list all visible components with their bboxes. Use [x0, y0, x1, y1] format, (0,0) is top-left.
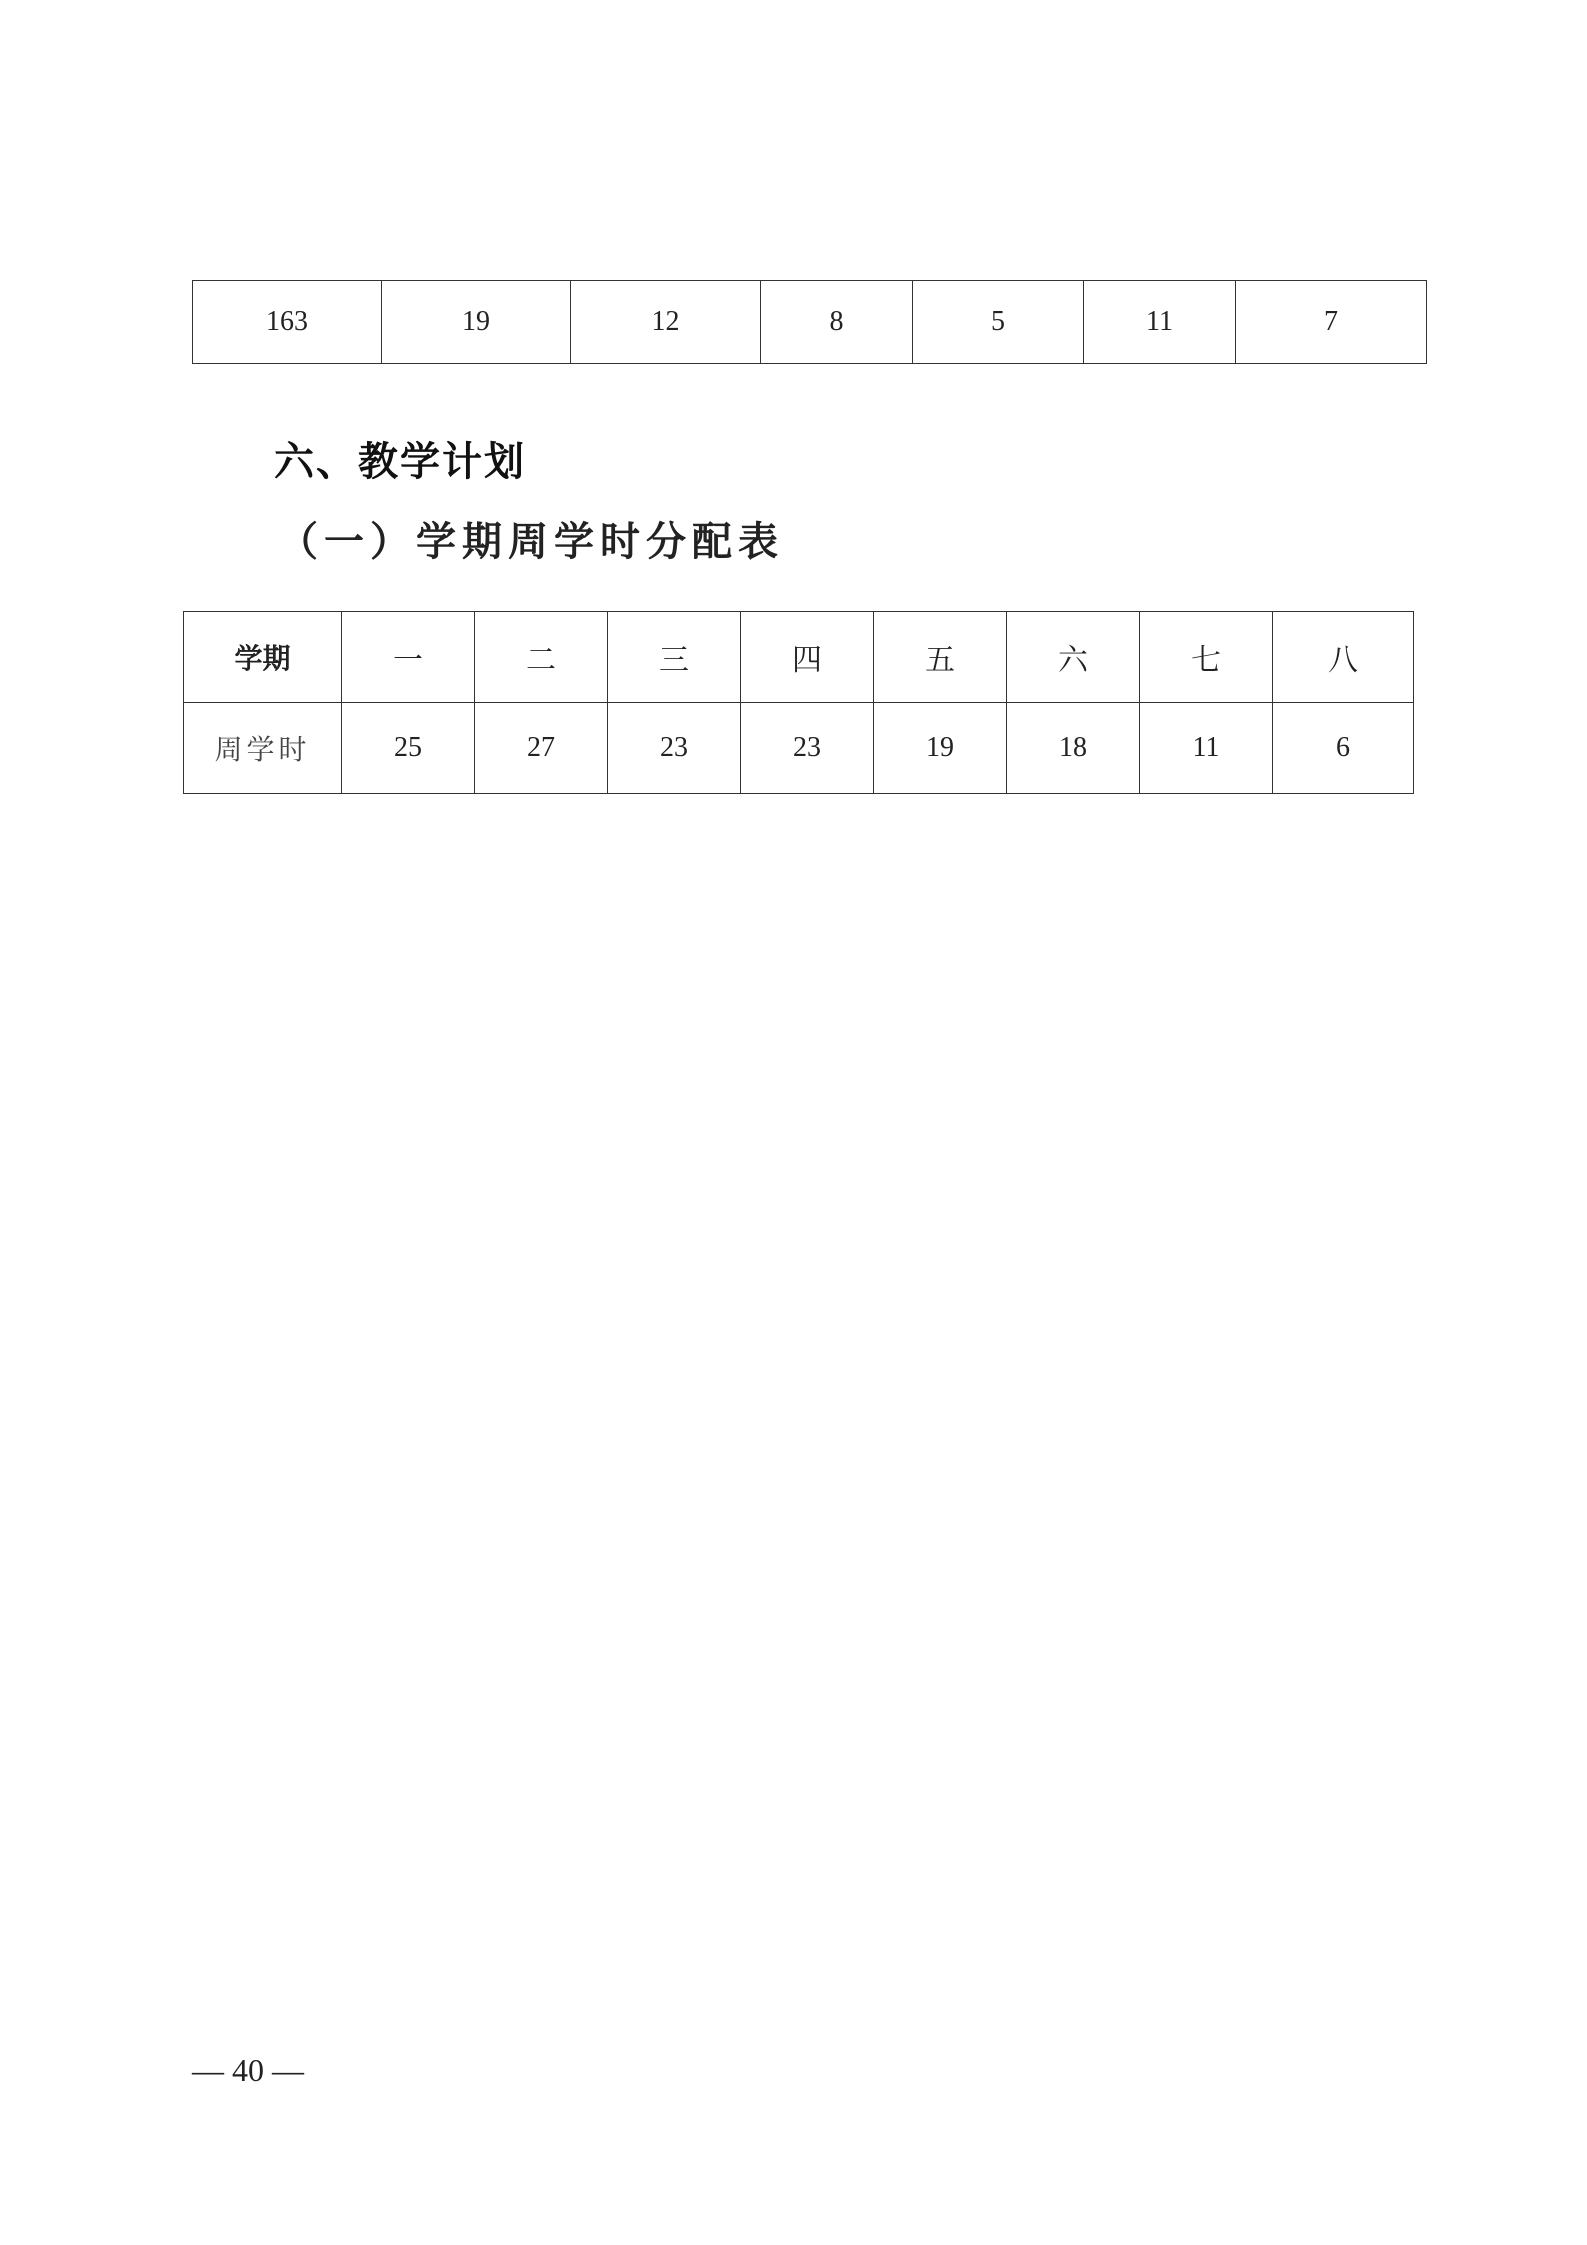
table-cell: 163 — [193, 281, 382, 364]
header-cell: 七 — [1140, 612, 1273, 703]
header-cell-semester: 学期 — [184, 612, 342, 703]
header-cell: 二 — [475, 612, 608, 703]
table-cell: 25 — [342, 703, 475, 794]
table-cell: 23 — [741, 703, 874, 794]
table-cell: 5 — [913, 281, 1084, 364]
table-cell: 27 — [475, 703, 608, 794]
header-cell: 八 — [1273, 612, 1414, 703]
table-cell: 18 — [1007, 703, 1140, 794]
section-heading: 六、教学计划 — [274, 439, 526, 485]
table-cell: 19 — [382, 281, 571, 364]
header-cell: 一 — [342, 612, 475, 703]
row-label-weekly-hours: 周学时 — [184, 703, 342, 794]
table-cell: 11 — [1140, 703, 1273, 794]
table-cell: 8 — [761, 281, 913, 364]
header-cell: 三 — [608, 612, 741, 703]
table-cell: 11 — [1084, 281, 1236, 364]
credit-summary-table-continuation — [192, 280, 1427, 364]
table-row — [184, 703, 1414, 794]
header-cell: 五 — [874, 612, 1007, 703]
table-cell: 19 — [874, 703, 1007, 794]
table-header-row — [184, 612, 1414, 703]
table-cell: 7 — [1236, 281, 1427, 364]
subsection-heading: （一）学期周学时分配表 — [278, 518, 784, 565]
page-number: — 40 — — [192, 2052, 304, 2088]
header-cell: 六 — [1007, 612, 1140, 703]
table-cell: 23 — [608, 703, 741, 794]
header-cell: 四 — [741, 612, 874, 703]
semester-weekly-hours-table — [183, 611, 1414, 794]
table-cell: 12 — [571, 281, 761, 364]
table-cell: 6 — [1273, 703, 1414, 794]
table-row — [193, 281, 1427, 364]
